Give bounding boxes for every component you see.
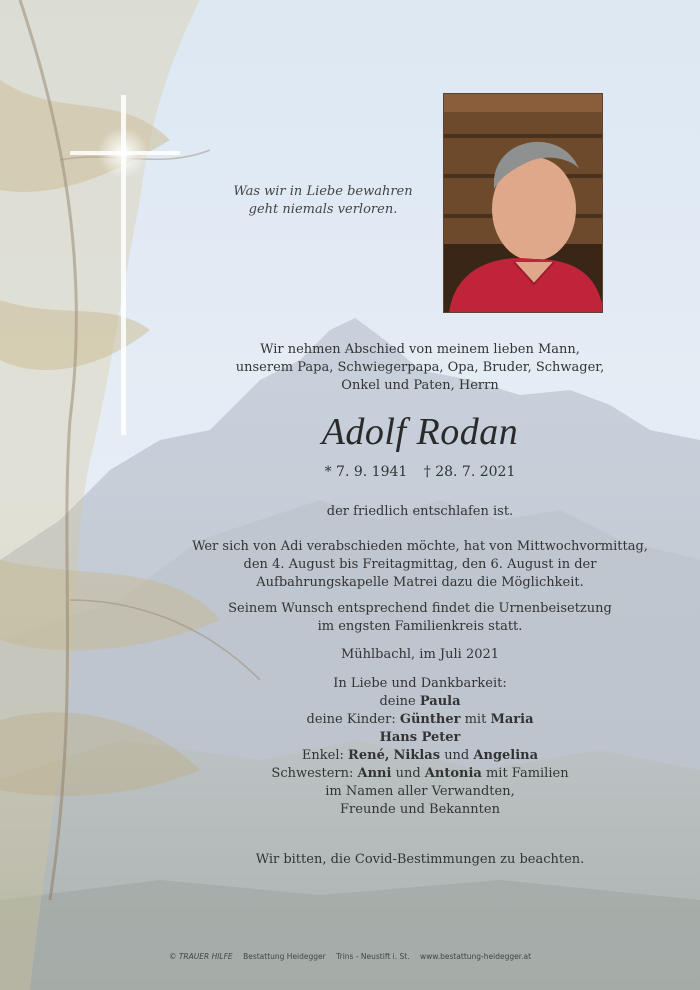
label: mit Familien (485, 766, 569, 781)
quote-line: Was wir in Liebe bewahren (233, 184, 413, 199)
passed-text: der friedlich entschlafen ist. (326, 504, 514, 519)
memorial-quote (228, 183, 418, 219)
partner-name: Maria (490, 712, 534, 727)
quote-line: geht niemals verloren. (248, 202, 398, 217)
grandchildren-line: Enkel: René, Niklas und Angelina (301, 748, 539, 763)
portrait-image (444, 94, 603, 313)
friends-line: Freunde und Bekannten (340, 802, 500, 817)
farewell-line: Aufbahrungskapelle Matrei dazu die Möglichkeit. (256, 575, 584, 590)
label: Enkel: (301, 748, 344, 763)
relatives-line: im Namen aller Verwandten, (325, 784, 515, 799)
intro-line: Wir nehmen Abschied von meinem lieben Mann, (260, 342, 580, 357)
deceased-name: Adolf Rodan (321, 411, 519, 453)
burial-line: Seinem Wunsch entsprechend findet die Urnenbeisetzung (228, 601, 612, 616)
wife-name: Paula (419, 694, 461, 709)
intro-line: unserem Papa, Schwiegerpapa, Opa, Bruder, Schwager, (235, 360, 605, 375)
footer-url[interactable]: www.bestattung-heidegger.at (419, 952, 532, 961)
connector: und (395, 766, 421, 781)
footer-locations: Trins - Neustift i. St. (336, 952, 410, 961)
portrait-photo (443, 93, 603, 313)
life-dates (150, 464, 690, 480)
grandchild-name: Niklas (393, 748, 441, 763)
covid-notice: Wir bitten, die Covid-Bestimmungen zu beachten. (255, 852, 585, 867)
footer (0, 952, 700, 961)
label: deine Kinder: (306, 712, 396, 727)
family-list (150, 675, 690, 819)
farewell-text (150, 538, 690, 592)
farewell-line: Wer sich von Adi verabschieden möchte, hat von Mittwochvormittag, (192, 539, 648, 554)
children-line (150, 711, 690, 729)
grandchild-name: Angelina (473, 748, 539, 763)
sister-name: Antonia (424, 766, 482, 781)
child-name: Hans Peter (379, 730, 461, 745)
connector: und (444, 748, 470, 763)
footer-company: Bestattung Heidegger (243, 952, 326, 961)
death-date: † 28. 7. 2021 (423, 464, 516, 480)
sisters-line (150, 765, 690, 783)
intro-line: Onkel und Paten, Herrn (341, 378, 499, 393)
footer-logo: © TRAUER HILFE (168, 952, 233, 961)
grandchild-name: René (348, 748, 385, 763)
label: Schwestern: (271, 766, 354, 781)
sister-name: Anni (357, 766, 392, 781)
gratitude-line: In Liebe und Dankbarkeit: (333, 676, 507, 691)
burial-text (150, 600, 690, 636)
farewell-line: den 4. August bis Freitagmittag, den 6. August in der (243, 557, 597, 572)
wife-line (150, 693, 690, 711)
intro-text (150, 341, 690, 395)
connector: mit (464, 712, 487, 727)
burial-line: im engsten Familienkreis statt. (317, 619, 523, 634)
label: deine (379, 694, 416, 709)
child-name: Günther (399, 712, 461, 727)
place-date: Mühlbachl, im Juli 2021 (340, 647, 500, 662)
birth-date: * 7. 9. 1941 (324, 464, 408, 480)
